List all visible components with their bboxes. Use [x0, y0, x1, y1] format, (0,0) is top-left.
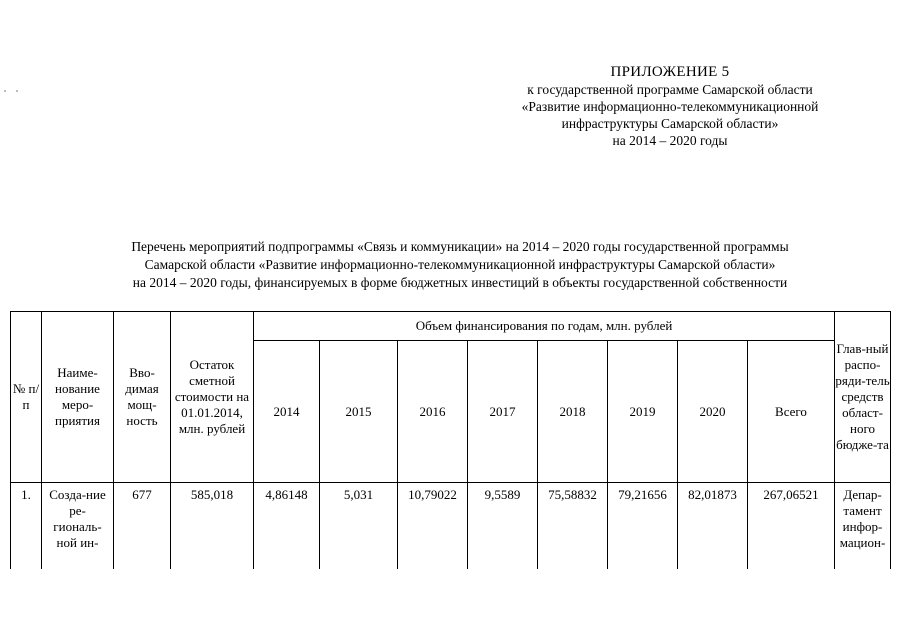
- scan-mark: [16, 90, 18, 92]
- header-year: 2017: [468, 341, 538, 483]
- appendix-line: к государственной программе Самарской области: [527, 82, 813, 97]
- appendix-line: на 2014 – 2020 годы: [612, 133, 728, 148]
- appendix-block: [470, 64, 870, 149]
- row-value: 4,86148: [254, 483, 320, 570]
- header-year: 2015: [320, 341, 398, 483]
- row-value: 79,21656: [608, 483, 678, 570]
- row-value: 10,79022: [398, 483, 468, 570]
- document-heading: [60, 238, 860, 292]
- heading-line: на 2014 – 2020 годы, финансируемых в форме бюджетных инвестиций в объекты государственной собственности: [132, 275, 788, 290]
- row-value: 82,01873: [678, 483, 748, 570]
- heading-line: Перечень мероприятий подпрограммы «Связь и коммуникации» на 2014 – 2020 годы государственной программы: [131, 239, 789, 254]
- financing-table: [10, 311, 891, 569]
- header-name: Наиме-нование меро-приятия: [42, 312, 114, 483]
- row-name: Созда-ние ре-гиональ-ной ин-: [42, 483, 114, 570]
- scan-mark: [4, 90, 6, 92]
- row-value: 75,58832: [538, 483, 608, 570]
- header-year: 2016: [398, 341, 468, 483]
- row-capacity: 677: [114, 483, 171, 570]
- row-remaining-cost: 585,018: [171, 483, 254, 570]
- header-total: Всего: [748, 341, 835, 483]
- header-year: 2020: [678, 341, 748, 483]
- row-value: 9,5589: [468, 483, 538, 570]
- header-financing: Объем финансирования по годам, млн. рублей: [254, 312, 835, 341]
- appendix-line: инфраструктуры Самарской области»: [561, 116, 779, 131]
- header-year: 2018: [538, 341, 608, 483]
- row-total: 267,06521: [748, 483, 835, 570]
- row-manager: Депар-тамент инфор-мацион-: [835, 483, 891, 570]
- row-value: 5,031: [320, 483, 398, 570]
- header-remaining-cost: Остаток сметной стоимости на 01.01.2014, млн. рублей: [171, 312, 254, 483]
- appendix-title: ПРИЛОЖЕНИЕ 5: [610, 64, 730, 80]
- appendix-line: «Развитие информационно-телекоммуникационной: [521, 99, 819, 114]
- table-row: [11, 483, 891, 570]
- header-number: № п/п: [11, 312, 42, 483]
- header-manager: Глав-ный распо-ряди-тель средств област-ного бюдже-та: [835, 312, 891, 483]
- header-capacity: Вво-димая мощ-ность: [114, 312, 171, 483]
- header-year: 2014: [254, 341, 320, 483]
- header-year: 2019: [608, 341, 678, 483]
- row-number: 1.: [11, 483, 42, 570]
- heading-line: Самарской области «Развитие информационно-телекоммуникационной инфраструктуры Самарской области»: [144, 257, 776, 272]
